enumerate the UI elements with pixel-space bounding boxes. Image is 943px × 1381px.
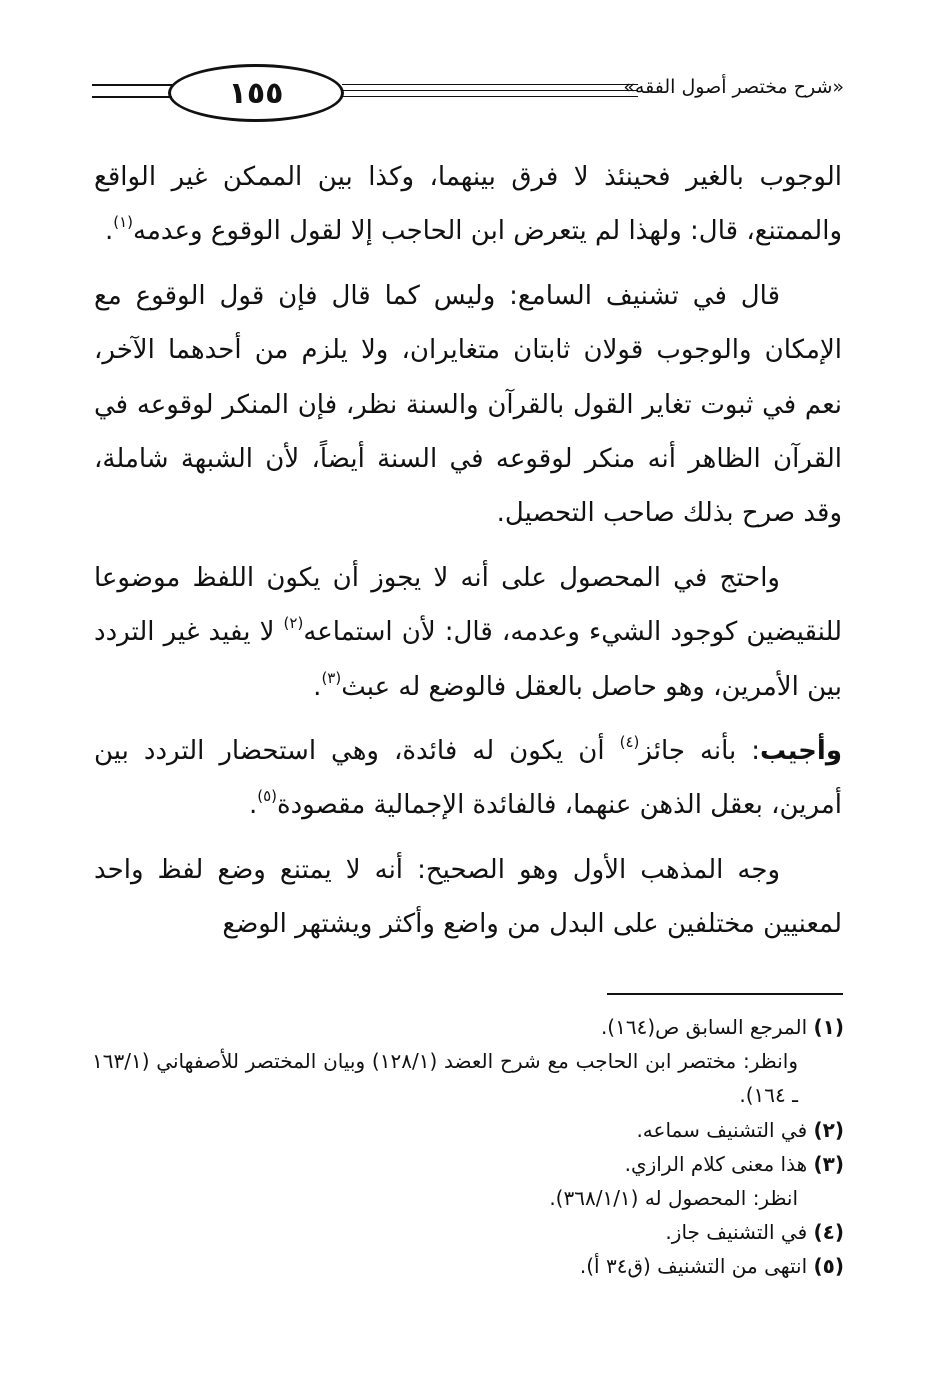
footnote-ref-4[interactable]: (٤) <box>619 733 640 752</box>
footnote-ref-2[interactable]: (٢) <box>283 614 304 633</box>
paragraph-5-text: وجه المذهب الأول وهو الصحيح: أنه لا يمتنع وضع لفظ واحد لمعنيين مختلفين على البدل من واضع وأكثر ويشتهر الوضع <box>94 854 842 940</box>
paragraph-3-text-a: واحتج في المحصول على أنه لا يجوز أن يكون اللفظ موضوعا للنقيضين كوجود الشيء وعدمه، قال: لأن استماعه <box>94 562 842 648</box>
paragraph-1 <box>94 150 842 259</box>
footnote-5-number: (٥) <box>813 1254 844 1279</box>
header-rule-right-top <box>342 84 638 85</box>
footnote-4 <box>92 1215 844 1249</box>
paragraph-2 <box>94 269 842 541</box>
paragraph-2-text: قال في تشنيف السامع: وليس كما قال فإن قول الوقوع مع الإمكان والوجوب قولان ثابتان متغايران، ولا يلزم من أحدهما الآخر، نعم في ثبوت تغاير القول بالقرآن والسنة نظر، فإن المنكر لوقوعه في القرآن الظاهر أنه منكر لوقوعه في السنة أيضاً، لأن الشبهة شاملة، وقد صرح بذلك صاحب التحصيل. <box>94 280 842 529</box>
page-number: ١٥٥ <box>168 64 344 122</box>
footnote-4-text: في التشنيف جاز. <box>665 1220 808 1245</box>
footnote-1-number: (١) <box>813 1015 844 1039</box>
footnote-ref-5[interactable]: (٥) <box>257 787 277 806</box>
header-rule-left-bottom <box>92 96 172 98</box>
footnote-3-number: (٣) <box>813 1151 844 1176</box>
paragraph-3 <box>94 551 842 714</box>
footnote-1 <box>92 1010 844 1044</box>
footnote-3 <box>92 1147 844 1181</box>
paragraph-5 <box>94 843 842 952</box>
footnote-3-text: هذا معنى كلام الرازي. <box>624 1151 808 1176</box>
footnote-5-text: انتهى من التشنيف (ق٣٤ أ). <box>579 1254 808 1279</box>
paragraph-4-text-b: أن يكون له فائدة، وهي استحضار التردد بين أمرين، بعقل الذهن عنهما، فالفائدة الإجمالية مقصودة <box>94 736 842 821</box>
footnote-2 <box>92 1113 844 1147</box>
footnote-ref-1[interactable]: (١) <box>113 213 134 232</box>
paragraph-1-text: الوجوب بالغير فحينئذ لا فرق بينهما، وكذا بين الممكن غير الواقع والممتنع، قال: ولهذا لم يتعرض ابن الحاجب إلا لقول الوقوع وعدمه <box>94 162 842 247</box>
header-rule-right-mid <box>342 90 638 91</box>
paragraph-4 <box>94 724 842 833</box>
footnote-2-text: في التشنيف سماعه. <box>636 1117 808 1142</box>
footnote-5 <box>92 1249 844 1283</box>
paragraph-1-end: . <box>104 216 114 247</box>
paragraph-4-lead: وأجيب <box>760 736 842 767</box>
footnote-4-number: (٤) <box>813 1220 844 1245</box>
footnote-1-sub: وانظر: مختصر ابن الحاجب مع شرح العضد (١٢٨/١) وبيان المختصر للأصفهاني (١٦٣/١ ـ ١٦٤). <box>92 1049 798 1108</box>
paragraph-4-end: . <box>248 790 258 821</box>
footnote-2-number: (٢) <box>813 1117 844 1142</box>
footnote-ref-3[interactable]: (٣) <box>321 668 342 687</box>
footnotes <box>92 1010 844 1284</box>
running-title: «شرح مختصر أصول الفقه» <box>623 76 844 98</box>
main-text <box>94 150 842 962</box>
header-rule-right-bottom <box>342 96 638 97</box>
footnote-1-text: المرجع السابق ص(١٦٤). <box>600 1015 808 1039</box>
footnote-3-sub: انظر: المحصول له (٣٦٨/١/١). <box>549 1186 798 1211</box>
page-header <box>92 62 844 126</box>
paragraph-3-end: . <box>313 671 322 702</box>
paragraph-3-text-b: لا يفيد غير التردد بين الأمرين، وهو حاصل بالعقل فالوضع له عبث <box>94 617 842 702</box>
header-rule-left-top <box>92 84 172 86</box>
paragraph-4-text-a: : بأنه جائز <box>639 736 761 767</box>
footnote-separator <box>607 993 843 995</box>
